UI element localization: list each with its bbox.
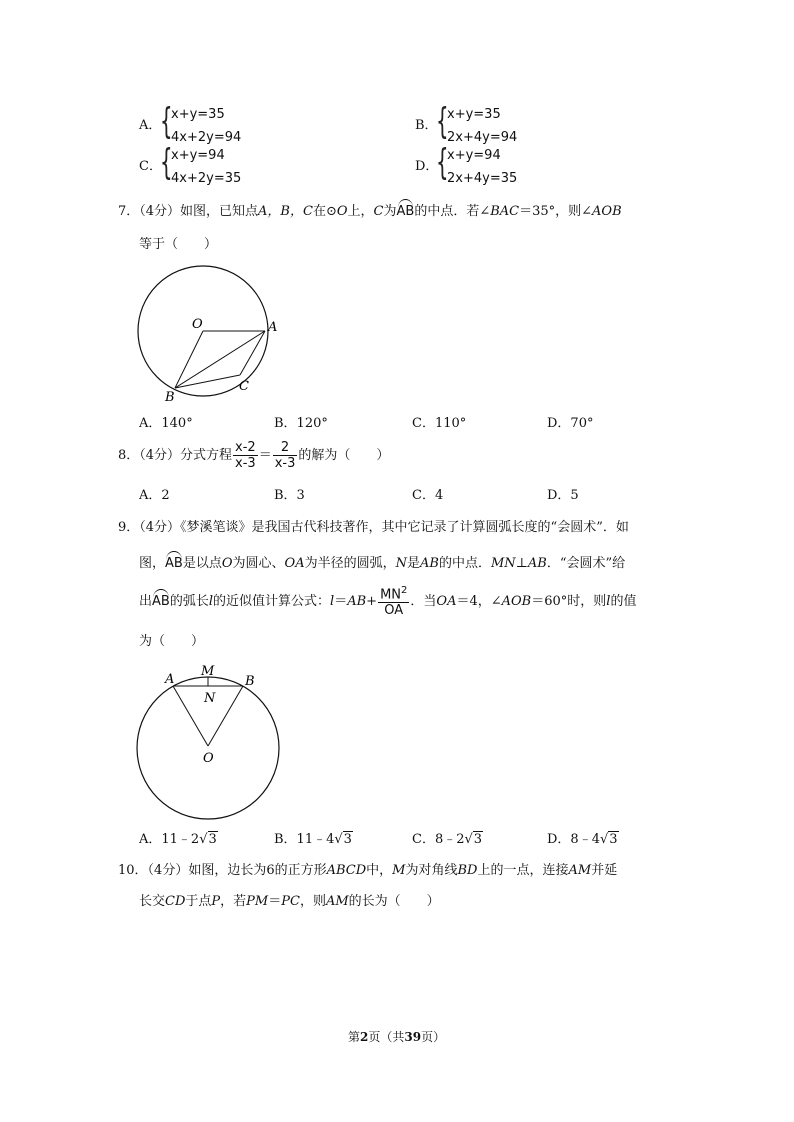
text: D．8﹣4 xyxy=(547,832,600,847)
fraction xyxy=(233,441,258,470)
text: 于点 xyxy=(185,894,212,909)
text: PC xyxy=(281,894,300,909)
option-c: C．110° xyxy=(412,416,467,431)
text: N xyxy=(395,556,407,571)
radicand: 3 xyxy=(208,832,217,847)
option-label: C． xyxy=(139,159,162,174)
label-b: B xyxy=(245,674,255,689)
label-o: O xyxy=(192,317,203,332)
text: 的解为（ ） xyxy=(298,448,390,463)
text: AM xyxy=(325,894,349,909)
numerator: 2 xyxy=(273,441,298,456)
text: BAC xyxy=(490,204,520,219)
option-label: B． xyxy=(415,118,438,133)
text: ⊥ xyxy=(515,556,528,571)
text: C．8﹣2 xyxy=(412,832,465,847)
exponent: 2 xyxy=(401,585,408,596)
text: MN xyxy=(490,556,516,571)
text: BD xyxy=(457,863,478,878)
arc-ab: AB xyxy=(165,556,183,571)
page-footer xyxy=(348,1031,445,1043)
text: AB xyxy=(419,556,439,571)
segment-ca xyxy=(240,331,265,375)
text: OA xyxy=(284,556,305,571)
option-a xyxy=(139,833,218,846)
numerator xyxy=(378,586,409,603)
text: 的值 xyxy=(610,594,637,610)
text: ．当 xyxy=(410,594,437,610)
text: ＝ xyxy=(268,894,282,909)
q9-stem-line3 xyxy=(139,586,636,617)
option-d xyxy=(547,833,619,846)
equation: x+y=94 xyxy=(171,148,225,163)
text: ．“会圆术”给 xyxy=(546,556,626,571)
sqrt-icon: √ xyxy=(199,832,208,847)
text: OA xyxy=(436,594,457,610)
q9-stem-line4: 为（ ） xyxy=(139,634,205,649)
text: ＝ xyxy=(258,448,272,463)
option-c xyxy=(412,833,483,846)
text: 8．（4分）分式方程 xyxy=(118,448,233,463)
q10-stem-line2 xyxy=(139,895,440,908)
label-n: N xyxy=(204,691,216,706)
q8-stem xyxy=(118,441,389,470)
option-d: D．5 xyxy=(547,488,579,503)
brace: { xyxy=(160,142,173,183)
text: 的中点． xyxy=(438,556,491,571)
option-label: D． xyxy=(415,159,439,174)
text: CD xyxy=(165,894,186,909)
text: 7．（4分）如图，已知点 xyxy=(118,204,259,219)
text: 10．（4分）如图，边长为6的正方形 xyxy=(118,863,327,878)
text: A，B，C xyxy=(258,204,313,219)
text: 的长为（ ） xyxy=(348,894,440,909)
text: 的中点．若∠ xyxy=(414,204,491,219)
text: 页） xyxy=(421,1030,446,1044)
text: 出 xyxy=(139,594,153,610)
text: ＝35°，则∠ xyxy=(519,204,593,219)
arc-ab: AB xyxy=(152,594,170,610)
text: ，若 xyxy=(220,894,247,909)
brace: { xyxy=(160,101,173,142)
label-m: M xyxy=(201,664,215,679)
equation: x+y=35 xyxy=(171,107,225,122)
brace: { xyxy=(436,101,449,142)
q9-stem-line2 xyxy=(139,557,625,570)
label-a: A xyxy=(165,672,175,687)
label-c: C xyxy=(239,379,249,394)
page-total: 39 xyxy=(404,1030,422,1044)
denominator: x-3 xyxy=(235,456,256,471)
text: PM xyxy=(246,894,269,909)
option-label: A． xyxy=(139,118,162,133)
text: O xyxy=(336,204,348,219)
denominator: x-3 xyxy=(274,456,296,471)
fraction xyxy=(378,586,409,617)
text: AOB xyxy=(592,204,622,219)
q7-stem-line2: 等于（ ） xyxy=(139,237,218,252)
brace: { xyxy=(436,142,449,183)
sqrt-icon: √ xyxy=(599,832,609,847)
text: 的近似值计算公式： xyxy=(213,594,331,610)
text: 为圆心、 xyxy=(232,556,285,571)
radicand: 3 xyxy=(343,832,352,847)
text: l xyxy=(606,594,611,610)
text: ＝60°时，则 xyxy=(531,594,607,610)
q9-circle-figure xyxy=(134,660,284,830)
label-b: B xyxy=(165,390,175,405)
equation: 4x+2y=94 xyxy=(171,130,242,145)
text: 为半径的圆弧， xyxy=(304,556,396,571)
q7-circle-figure xyxy=(134,262,280,406)
radicand: 3 xyxy=(609,832,618,847)
text: ，则 xyxy=(299,894,326,909)
text: l xyxy=(330,594,335,610)
sqrt-icon: √ xyxy=(464,832,473,847)
text: AOB xyxy=(501,594,532,610)
option-b xyxy=(274,833,353,846)
label-a: A xyxy=(268,320,278,335)
text: 的弧长 xyxy=(169,594,209,610)
text: 页（共 xyxy=(368,1030,405,1044)
text: C xyxy=(373,204,384,219)
text: 在⊙ xyxy=(312,204,337,219)
page-number: 2 xyxy=(360,1030,369,1044)
text: 是以点 xyxy=(182,556,222,571)
text: P xyxy=(211,894,221,909)
text: 为对角线 xyxy=(405,863,458,878)
equation: x+y=94 xyxy=(447,148,501,163)
text: 上， xyxy=(347,204,374,219)
option-a: A．2 xyxy=(139,488,170,503)
text: O xyxy=(221,556,233,571)
text: 第 xyxy=(348,1030,361,1044)
text: 为 xyxy=(383,204,397,219)
text: 长交 xyxy=(139,894,166,909)
q10-stem-line1 xyxy=(118,864,617,877)
option-a: A．140° xyxy=(139,416,193,431)
text: AB xyxy=(527,556,547,571)
sqrt-icon: √ xyxy=(334,832,343,847)
radicand: 3 xyxy=(473,832,483,847)
equation: 2x+4y=35 xyxy=(447,171,518,186)
text: ＝4，∠ xyxy=(456,594,502,610)
q7-stem-line1 xyxy=(118,205,622,218)
text: B．11﹣4 xyxy=(274,832,335,847)
text: MN xyxy=(380,587,402,603)
text: 上的一点，连接 xyxy=(477,863,569,878)
label-o: O xyxy=(203,751,214,766)
text: AM xyxy=(568,863,592,878)
denominator: OA xyxy=(384,603,404,619)
option-d: D．70° xyxy=(547,416,594,431)
fraction xyxy=(273,441,298,470)
text: ABCD xyxy=(326,863,367,878)
text: A．11﹣2 xyxy=(139,832,200,847)
text: 并延 xyxy=(591,863,618,878)
text: AB xyxy=(347,594,367,610)
text: 是 xyxy=(406,556,420,571)
text: + xyxy=(366,594,378,610)
option-c: C．4 xyxy=(412,488,444,503)
arc-ab: AB xyxy=(396,204,415,219)
option-b: B．3 xyxy=(274,488,305,503)
equation: x+y=35 xyxy=(447,107,501,122)
option-b: B．120° xyxy=(274,416,328,431)
segment-oa xyxy=(173,686,208,746)
equation: 4x+2y=35 xyxy=(171,171,242,186)
text: M xyxy=(392,863,406,878)
equation: 2x+4y=94 xyxy=(447,130,518,145)
text: l xyxy=(208,594,214,610)
text: ＝ xyxy=(334,594,348,610)
q9-stem-line1: 9．（4分）《梦溪笔谈》是我国古代科技著作，其中它记录了计算圆弧长度的“会圆术”．如 xyxy=(118,520,629,535)
text: 中， xyxy=(366,863,393,878)
numerator: x-2 xyxy=(235,440,256,455)
text: 图， xyxy=(139,556,166,571)
